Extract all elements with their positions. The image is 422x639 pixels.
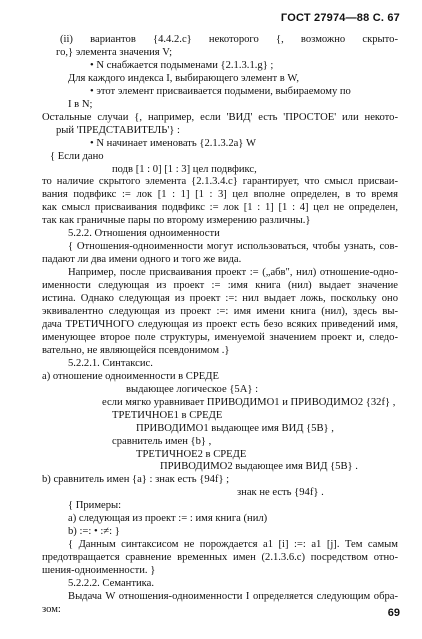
text-line: Например, после присваивания проект := („абв", нил) отношение-одно- bbox=[68, 267, 398, 279]
text-line: рый 'ПРЕДСТАВИТЕЛЬ'} : bbox=[56, 124, 180, 136]
text-line: зом: bbox=[42, 603, 61, 615]
text-line: го,} элемента значения V; bbox=[56, 46, 173, 58]
text-line: • N снабжается подыменами {2.1.3.1.g} ; bbox=[90, 59, 274, 71]
text-line: I в N; bbox=[68, 98, 93, 110]
text-line: Выдача W отношения-одноименности I определяется следующим обра- bbox=[68, 590, 398, 602]
text-line: { Данным синтаксисом не порождается а1 [i] :=: а1 [j]. Тем самым bbox=[68, 539, 398, 551]
rule-line: выдающее логическое {5А} : bbox=[126, 383, 259, 395]
text-line: { Если дано bbox=[50, 150, 104, 162]
rule-line: если мягко уравнивает ПРИВОДИМО1 и ПРИВОДИМО2 {32f} , bbox=[102, 396, 396, 408]
text-line: дача ТРЕТИЧНОГО следующая из проект есть безо всяких приведений имя, bbox=[42, 318, 398, 330]
text-line: шения-одноименности. } bbox=[42, 565, 156, 577]
rule-line: ПРИВОДИМО1 выдающее имя ВИД {5В} , bbox=[136, 422, 334, 434]
text-line: подв [1 : 0] [1 : 3] цел подвфикс, bbox=[112, 163, 257, 175]
section-heading: 5.2.2.2. Семантика. bbox=[68, 578, 154, 590]
text-line: Для каждого индекса I, выбирающего элемент в W, bbox=[68, 72, 300, 84]
page-number: 69 bbox=[387, 607, 400, 619]
text-line: падают ли два имени одного и того же вида. bbox=[42, 254, 242, 266]
text-line: { Отношения-одноименности могут использоваться, чтобы узнать, сов- bbox=[68, 241, 398, 253]
rule-line: ПРИВОДИМО2 выдающее имя ВИД {5В} . bbox=[160, 461, 358, 473]
text-line: истина. Однако следующая из проект :=: нил выдает ложь, поскольку оно bbox=[42, 293, 398, 305]
text-line: вания подвфикс := лок [1 : 1] [1 : 3] цел вполне определен, в то время bbox=[42, 189, 398, 201]
text-line: так как граничные пары по второму измерению различны.} bbox=[42, 215, 311, 227]
rule-line: ТРЕТИЧНОЕ1 в СРЕДЕ bbox=[112, 409, 223, 421]
text-line: • этот элемент присваивается подымени, выбираемому по bbox=[90, 85, 351, 97]
text-line: { Примеры: bbox=[68, 500, 122, 512]
text-line: то наличие скрытого элемента {2.1.3.4.с} гарантирует, что смысл присваи- bbox=[42, 176, 398, 188]
text-line: Остальные случаи {, например, если 'ВИД' есть 'ПРОСТОЕ' или некото- bbox=[42, 111, 398, 123]
rule-line: знак не есть {94f} . bbox=[237, 487, 324, 499]
text-line: эквивалентно следующая из проект :=: имя имени книга (нил), здесь вы- bbox=[42, 306, 398, 318]
page-header: ГОСТ 27974—88 С. 67 bbox=[280, 12, 400, 24]
text-line: именующее второе поле структуры, именуемой значением проект и, следо- bbox=[42, 331, 398, 343]
example-line: b) :=: • :≠: } bbox=[68, 526, 120, 538]
text-line: (ii) вариантов {4.4.2.с} некоторого {, возможно скрыто- bbox=[60, 34, 398, 45]
section-heading: 5.2.2. Отношения одноименности bbox=[68, 228, 220, 240]
text-line: вательно, не являющейся псевдонимом .} bbox=[42, 344, 230, 356]
section-heading: 5.2.2.1. Синтаксис. bbox=[68, 357, 153, 369]
rule-line: ТРЕТИЧНОЕ2 в СРЕДЕ bbox=[136, 448, 247, 460]
rule-line: сравнитель имен {b} , bbox=[112, 435, 212, 447]
document-body bbox=[42, 34, 398, 617]
text-line: именности следующая из проект := :имя книга (нил) выдает значение bbox=[42, 280, 398, 292]
text-line: • N начинает именовать {2.1.3.2а} W bbox=[90, 137, 257, 149]
example-line: а) следующая из проект := : имя книга (нил) bbox=[68, 513, 268, 525]
rule-line: а) отношение одноименности в СРЕДЕ bbox=[42, 370, 219, 382]
text-line: как смысл присваивания подвфикс := лок [1 : 1] [1 : 4] цел не определен, bbox=[42, 202, 398, 214]
text-line: предотвращается сравнение временных имен (2.1.3.6.с) посредством отно- bbox=[42, 552, 398, 564]
rule-line: b) сравнитель имен {а} : знак есть {94f} ; bbox=[42, 474, 230, 486]
